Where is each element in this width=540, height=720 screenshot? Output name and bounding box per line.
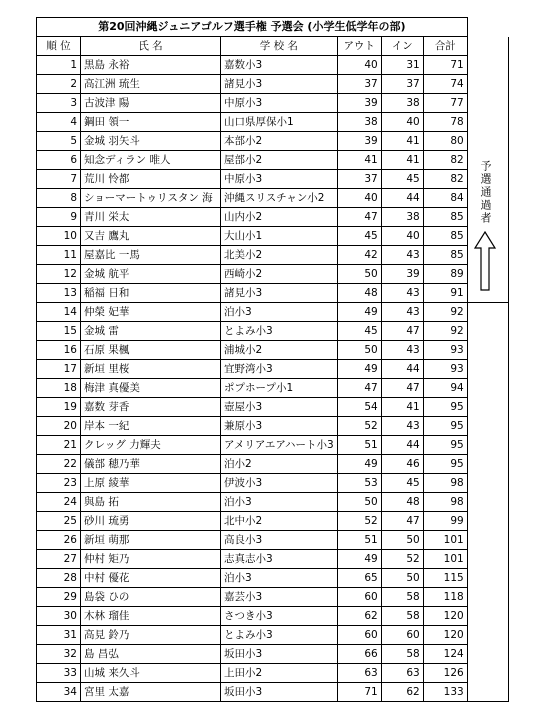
out-score-cell: 39: [337, 94, 381, 113]
out-score-cell: 52: [337, 512, 381, 531]
school-cell: 山口県厚保小1: [221, 113, 338, 132]
rank-cell: 18: [37, 379, 81, 398]
in-score-cell: 40: [381, 113, 423, 132]
out-score-cell: 49: [337, 360, 381, 379]
school-cell: 高良小3: [221, 531, 338, 550]
total-score-cell: 93: [423, 341, 467, 360]
total-score-cell: 78: [423, 113, 467, 132]
in-score-cell: 41: [381, 398, 423, 417]
school-cell: 泊小2: [221, 455, 338, 474]
out-score-cell: 37: [337, 75, 381, 94]
name-cell: 島袋 ひの: [81, 588, 221, 607]
out-score-cell: 66: [337, 645, 381, 664]
in-score-cell: 38: [381, 94, 423, 113]
table-row: [37, 170, 509, 189]
in-score-cell: 43: [381, 341, 423, 360]
in-score-cell: 58: [381, 588, 423, 607]
school-cell: 志真志小3: [221, 550, 338, 569]
header-total: 合計: [423, 37, 467, 56]
rank-cell: 15: [37, 322, 81, 341]
total-score-cell: 120: [423, 607, 467, 626]
total-score-cell: 80: [423, 132, 467, 151]
table-row: [37, 588, 509, 607]
total-score-cell: 95: [423, 417, 467, 436]
qualifier-label: 予選通過者: [479, 160, 492, 225]
in-score-cell: 48: [381, 493, 423, 512]
total-score-cell: 91: [423, 284, 467, 303]
up-arrow-icon: [474, 231, 496, 291]
school-cell: 壺屋小3: [221, 398, 338, 417]
total-score-cell: 95: [423, 455, 467, 474]
header-out: アウト: [337, 37, 381, 56]
table-row: [37, 56, 509, 75]
table-row: [37, 607, 509, 626]
rank-cell: 12: [37, 265, 81, 284]
name-cell: 稲福 日和: [81, 284, 221, 303]
in-score-cell: 44: [381, 189, 423, 208]
total-score-cell: 89: [423, 265, 467, 284]
name-cell: ショーマートゥリスタン 海: [81, 189, 221, 208]
rank-cell: 34: [37, 683, 81, 702]
total-score-cell: 82: [423, 151, 467, 170]
out-score-cell: 38: [337, 113, 381, 132]
in-score-cell: 63: [381, 664, 423, 683]
in-score-cell: 43: [381, 246, 423, 265]
total-score-cell: 95: [423, 398, 467, 417]
total-score-cell: 133: [423, 683, 467, 702]
in-score-cell: 45: [381, 474, 423, 493]
in-score-cell: 44: [381, 360, 423, 379]
school-cell: 浦城小2: [221, 341, 338, 360]
school-cell: 大山小1: [221, 227, 338, 246]
header-row: [37, 37, 509, 56]
out-score-cell: 49: [337, 455, 381, 474]
total-score-cell: 82: [423, 170, 467, 189]
in-score-cell: 43: [381, 284, 423, 303]
school-cell: 宜野湾小3: [221, 360, 338, 379]
rank-cell: 8: [37, 189, 81, 208]
name-cell: 黒島 永裕: [81, 56, 221, 75]
in-score-cell: 47: [381, 379, 423, 398]
school-cell: とよみ小3: [221, 322, 338, 341]
table-row: [37, 417, 509, 436]
name-cell: 砂川 琉勇: [81, 512, 221, 531]
out-score-cell: 63: [337, 664, 381, 683]
out-score-cell: 71: [337, 683, 381, 702]
table-row: [37, 360, 509, 379]
school-cell: 北美小2: [221, 246, 338, 265]
rank-cell: 7: [37, 170, 81, 189]
in-score-cell: 47: [381, 512, 423, 531]
out-score-cell: 65: [337, 569, 381, 588]
name-cell: 仲村 矩乃: [81, 550, 221, 569]
out-score-cell: 42: [337, 246, 381, 265]
school-cell: 諸見小3: [221, 284, 338, 303]
in-score-cell: 44: [381, 436, 423, 455]
total-score-cell: 95: [423, 436, 467, 455]
in-score-cell: 43: [381, 303, 423, 322]
in-score-cell: 50: [381, 569, 423, 588]
results-table: [36, 17, 509, 702]
table-row: [37, 493, 509, 512]
name-cell: 儀部 穂乃華: [81, 455, 221, 474]
in-score-cell: 37: [381, 75, 423, 94]
rank-cell: 2: [37, 75, 81, 94]
name-cell: 金城 羽矢斗: [81, 132, 221, 151]
total-score-cell: 99: [423, 512, 467, 531]
rank-cell: 23: [37, 474, 81, 493]
school-cell: 沖縄スリスチャン小2: [221, 189, 338, 208]
name-cell: 木林 瑠佳: [81, 607, 221, 626]
name-cell: 宮里 太嘉: [81, 683, 221, 702]
in-score-cell: 58: [381, 607, 423, 626]
table-row: [37, 455, 509, 474]
name-cell: 與島 拓: [81, 493, 221, 512]
school-cell: 本部小2: [221, 132, 338, 151]
total-score-cell: 85: [423, 246, 467, 265]
rank-cell: 3: [37, 94, 81, 113]
name-cell: 新垣 里桜: [81, 360, 221, 379]
rank-cell: 20: [37, 417, 81, 436]
out-score-cell: 39: [337, 132, 381, 151]
rank-cell: 30: [37, 607, 81, 626]
name-cell: 鋼田 領一: [81, 113, 221, 132]
rank-cell: 4: [37, 113, 81, 132]
school-cell: 泊小3: [221, 493, 338, 512]
total-score-cell: 84: [423, 189, 467, 208]
table-row: [37, 208, 509, 227]
in-score-cell: 40: [381, 227, 423, 246]
rank-cell: 28: [37, 569, 81, 588]
rank-cell: 16: [37, 341, 81, 360]
name-cell: 山城 来久斗: [81, 664, 221, 683]
rank-cell: 14: [37, 303, 81, 322]
qualifier-marker: [467, 160, 503, 291]
table-row: [37, 132, 509, 151]
out-score-cell: 50: [337, 341, 381, 360]
rank-cell: 21: [37, 436, 81, 455]
rank-cell: 17: [37, 360, 81, 379]
total-score-cell: 92: [423, 322, 467, 341]
results-sheet: [36, 17, 509, 702]
table-row: [37, 379, 509, 398]
total-score-cell: 124: [423, 645, 467, 664]
out-score-cell: 47: [337, 208, 381, 227]
in-score-cell: 52: [381, 550, 423, 569]
name-cell: 高見 鈴乃: [81, 626, 221, 645]
in-score-cell: 31: [381, 56, 423, 75]
name-cell: 荒川 怜都: [81, 170, 221, 189]
rank-cell: 10: [37, 227, 81, 246]
total-score-cell: 92: [423, 303, 467, 322]
table-row: [37, 664, 509, 683]
out-score-cell: 40: [337, 189, 381, 208]
total-score-cell: 74: [423, 75, 467, 94]
rank-cell: 27: [37, 550, 81, 569]
name-cell: 高江洲 琉生: [81, 75, 221, 94]
school-cell: 諸見小3: [221, 75, 338, 94]
name-cell: 知念ディラン 唯人: [81, 151, 221, 170]
header-in: イン: [381, 37, 423, 56]
out-score-cell: 45: [337, 227, 381, 246]
table-row: [37, 474, 509, 493]
total-score-cell: 118: [423, 588, 467, 607]
table-row: [37, 341, 509, 360]
table-row: [37, 512, 509, 531]
total-score-cell: 94: [423, 379, 467, 398]
school-cell: 屋部小2: [221, 151, 338, 170]
total-score-cell: 93: [423, 360, 467, 379]
out-score-cell: 47: [337, 379, 381, 398]
school-cell: 兼原小3: [221, 417, 338, 436]
table-row: [37, 265, 509, 284]
out-score-cell: 50: [337, 493, 381, 512]
rank-cell: 33: [37, 664, 81, 683]
in-score-cell: 50: [381, 531, 423, 550]
name-cell: 金城 航平: [81, 265, 221, 284]
header-rank: 順 位: [37, 37, 81, 56]
school-cell: 泊小3: [221, 569, 338, 588]
table-row: [37, 227, 509, 246]
total-score-cell: 126: [423, 664, 467, 683]
name-cell: 古波津 陽: [81, 94, 221, 113]
header-name: 氏 名: [81, 37, 221, 56]
rank-cell: 25: [37, 512, 81, 531]
rank-cell: 11: [37, 246, 81, 265]
name-cell: 島 昌弘: [81, 645, 221, 664]
table-row: [37, 550, 509, 569]
total-score-cell: 85: [423, 208, 467, 227]
total-score-cell: 101: [423, 550, 467, 569]
out-score-cell: 60: [337, 588, 381, 607]
rank-cell: 26: [37, 531, 81, 550]
table-row: [37, 531, 509, 550]
name-cell: 中村 優花: [81, 569, 221, 588]
out-score-cell: 54: [337, 398, 381, 417]
total-score-cell: 120: [423, 626, 467, 645]
out-score-cell: 49: [337, 303, 381, 322]
out-score-cell: 45: [337, 322, 381, 341]
name-cell: 嘉数 芽香: [81, 398, 221, 417]
rank-cell: 31: [37, 626, 81, 645]
name-cell: 又吉 鷹丸: [81, 227, 221, 246]
school-cell: とよみ小3: [221, 626, 338, 645]
total-score-cell: 101: [423, 531, 467, 550]
rank-cell: 32: [37, 645, 81, 664]
rank-cell: 5: [37, 132, 81, 151]
school-cell: 嘉数小3: [221, 56, 338, 75]
rank-cell: 22: [37, 455, 81, 474]
table-row: [37, 436, 509, 455]
school-cell: ポプホープ小1: [221, 379, 338, 398]
school-cell: 嘉芸小3: [221, 588, 338, 607]
rank-cell: 9: [37, 208, 81, 227]
rank-cell: 13: [37, 284, 81, 303]
in-score-cell: 45: [381, 170, 423, 189]
name-cell: 梅津 真優美: [81, 379, 221, 398]
in-score-cell: 41: [381, 132, 423, 151]
table-row: [37, 683, 509, 702]
table-row: [37, 284, 509, 303]
rank-cell: 29: [37, 588, 81, 607]
table-row: [37, 94, 509, 113]
in-score-cell: 43: [381, 417, 423, 436]
table-row: [37, 569, 509, 588]
in-score-cell: 41: [381, 151, 423, 170]
out-score-cell: 37: [337, 170, 381, 189]
title-row: [37, 18, 509, 37]
school-cell: 坂田小3: [221, 683, 338, 702]
table-row: [37, 645, 509, 664]
table-row: [37, 75, 509, 94]
table-row: [37, 246, 509, 265]
school-cell: 山内小2: [221, 208, 338, 227]
name-cell: 金城 雷: [81, 322, 221, 341]
table-row: [37, 398, 509, 417]
school-cell: さつき小3: [221, 607, 338, 626]
name-cell: 屋嘉比 一馬: [81, 246, 221, 265]
in-score-cell: 58: [381, 645, 423, 664]
name-cell: 仲榮 妃華: [81, 303, 221, 322]
name-cell: 上原 綾華: [81, 474, 221, 493]
rank-cell: 19: [37, 398, 81, 417]
name-cell: 岸本 一紀: [81, 417, 221, 436]
school-cell: 伊波小3: [221, 474, 338, 493]
name-cell: 新垣 萌那: [81, 531, 221, 550]
school-cell: 泊小3: [221, 303, 338, 322]
in-score-cell: 39: [381, 265, 423, 284]
in-score-cell: 38: [381, 208, 423, 227]
total-score-cell: 98: [423, 474, 467, 493]
school-cell: 西崎小2: [221, 265, 338, 284]
table-row: [37, 113, 509, 132]
table-row: [37, 189, 509, 208]
out-score-cell: 40: [337, 56, 381, 75]
in-score-cell: 62: [381, 683, 423, 702]
school-cell: 坂田小3: [221, 645, 338, 664]
table-row: [37, 626, 509, 645]
total-score-cell: 85: [423, 227, 467, 246]
out-score-cell: 51: [337, 531, 381, 550]
out-score-cell: 51: [337, 436, 381, 455]
total-score-cell: 98: [423, 493, 467, 512]
school-cell: 北中小2: [221, 512, 338, 531]
total-score-cell: 115: [423, 569, 467, 588]
out-score-cell: 52: [337, 417, 381, 436]
out-score-cell: 48: [337, 284, 381, 303]
out-score-cell: 50: [337, 265, 381, 284]
table-row: [37, 322, 509, 341]
school-cell: 中原小3: [221, 94, 338, 113]
rank-cell: 6: [37, 151, 81, 170]
school-cell: アメリアエアハート小3: [221, 436, 338, 455]
rank-cell: 24: [37, 493, 81, 512]
out-score-cell: 60: [337, 626, 381, 645]
name-cell: 青川 栄太: [81, 208, 221, 227]
school-cell: 中原小3: [221, 170, 338, 189]
table-row: [37, 151, 509, 170]
in-score-cell: 60: [381, 626, 423, 645]
table-row: [37, 303, 509, 322]
in-score-cell: 46: [381, 455, 423, 474]
school-cell: 上田小2: [221, 664, 338, 683]
rank-cell: 1: [37, 56, 81, 75]
sheet-title: 第20回沖縄ジュニアゴルフ選手権 予選会 (小学生低学年の部): [37, 18, 468, 37]
header-school: 学 校 名: [221, 37, 338, 56]
out-score-cell: 41: [337, 151, 381, 170]
name-cell: クレッグ 力輝夫: [81, 436, 221, 455]
out-score-cell: 53: [337, 474, 381, 493]
name-cell: 石原 果楓: [81, 341, 221, 360]
total-score-cell: 77: [423, 94, 467, 113]
out-score-cell: 49: [337, 550, 381, 569]
in-score-cell: 47: [381, 322, 423, 341]
out-score-cell: 62: [337, 607, 381, 626]
total-score-cell: 71: [423, 56, 467, 75]
